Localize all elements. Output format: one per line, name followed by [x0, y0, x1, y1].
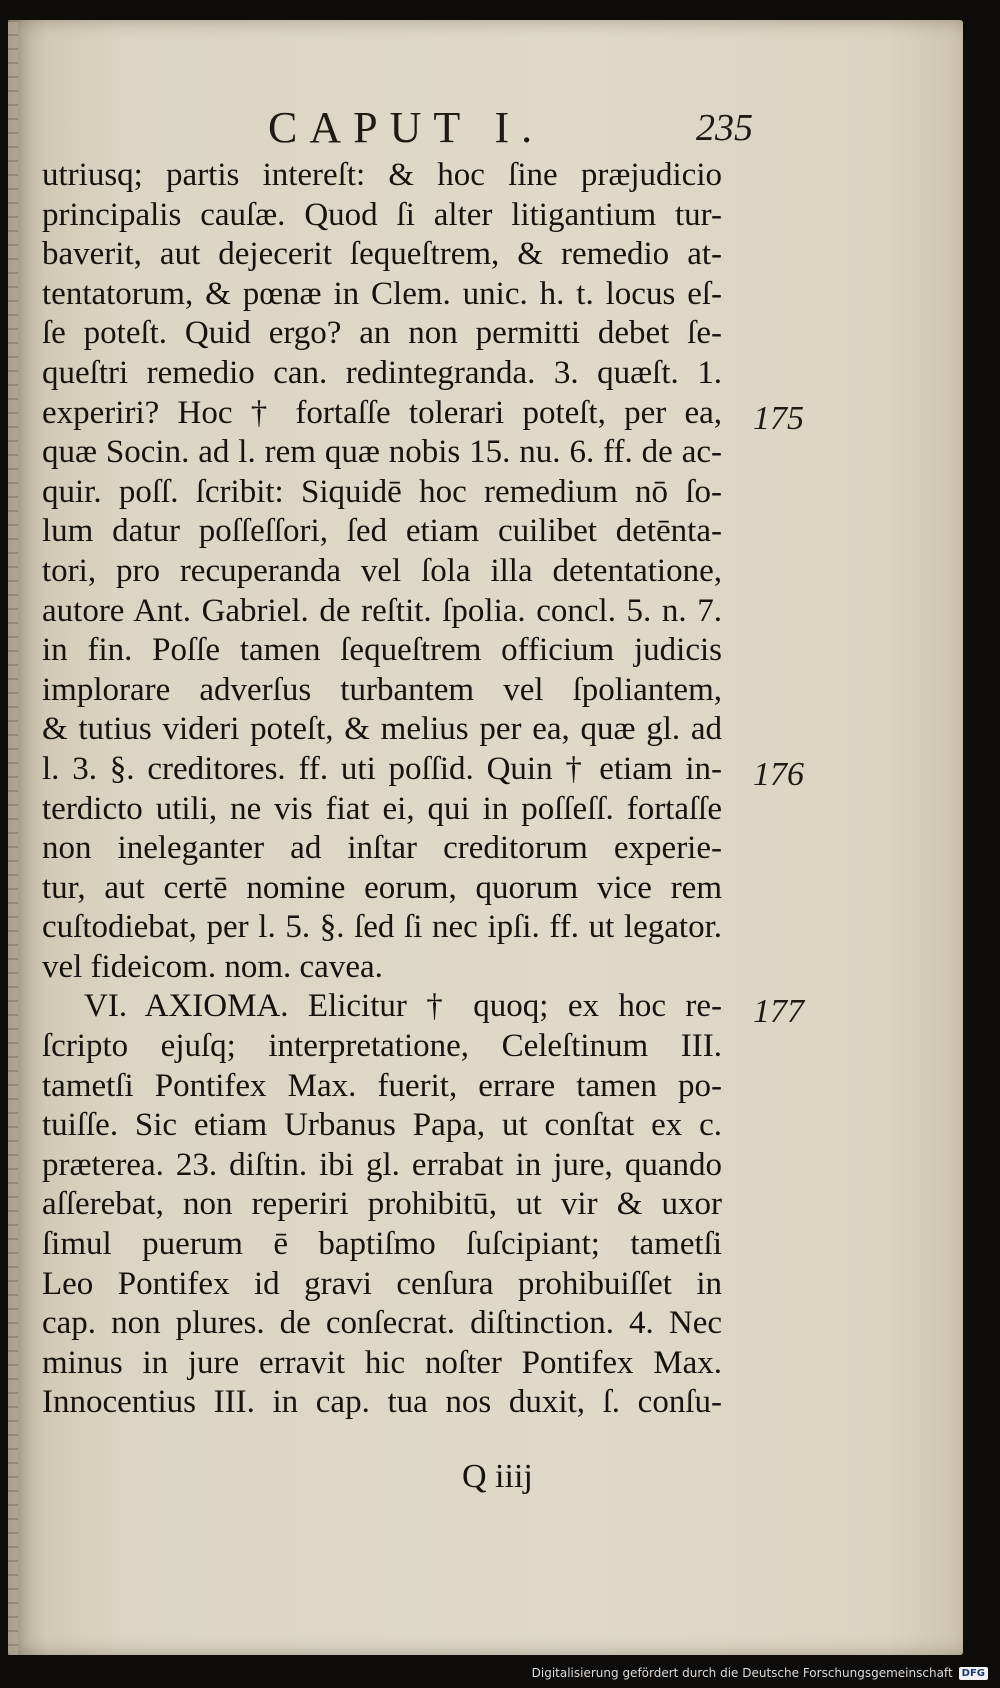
page-body-text [42, 156, 722, 1423]
text-line: tametſi Pontifex Max. fuerit, errare tamen po- [42, 1067, 722, 1104]
text-line: non ineleganter ad inſtar creditorum experie- [42, 830, 722, 867]
text-line: experiri? Hoc † fortaſſe tolerari poteſt, per ea, [42, 394, 722, 431]
text-line: terdicto utili, ne vis fiat ei, qui in poſſeſſ. fortaſſe [42, 790, 722, 827]
running-head: CAPUT I. [268, 103, 545, 152]
text-line: tori, pro recuperanda vel ſola illa detentatione, [42, 552, 722, 589]
text-line: l. 3. §. creditores. ff. uti poſſid. Quin † etiam in- [42, 750, 722, 787]
text-line: lum datur poſſeſſori, ſed etiam cuilibet detēnta- [42, 513, 722, 550]
text-line: aſſerebat, non reperiri prohibitū, ut vir & uxor [42, 1186, 722, 1223]
text-line: ſe poteſt. Quid ergo? an non permitti debet ſe- [42, 315, 722, 352]
text-line: vel fideicom. nom. cavea. [42, 948, 383, 985]
text-line: autore Ant. Gabriel. de reſtit. ſpolia. concl. 5. n. 7. [42, 592, 722, 629]
text-line: queſtri remedio can. redintegranda. 3. quæſt. 1. [42, 354, 722, 391]
text-line: utriusq; partis intereſt: & hoc ſine præjudicio [42, 157, 722, 193]
text-line: quæ Socin. ad l. rem quæ nobis 15. nu. 6. ff. de ac- [42, 434, 722, 471]
text-line: tur, aut certē nomine eorum, quorum vice rem [42, 869, 722, 906]
text-line: ſcripto ejuſq; interpretatione, Celeſtinum III. [42, 1028, 722, 1065]
signature-mark: Q iiij [462, 1458, 533, 1495]
text-line: baverit, aut dejecerit ſequeſtrem, & remedio at- [42, 236, 722, 273]
page-number: 235 [696, 107, 753, 149]
text-line: & tutius videri poteſt, & melius per ea, quæ gl. ad [42, 711, 722, 748]
text-line: implorare adverſus turbantem vel ſpoliantem, [42, 671, 722, 708]
text-line: in fin. Poſſe tamen ſequeſtrem officium judicis [42, 632, 722, 669]
text-line: præterea. 23. diſtin. ibi gl. errabat in jure, quando [42, 1146, 722, 1183]
book-page [8, 20, 963, 1655]
text-line: Innocentius III. in cap. tua nos duxit, ſ. conſu- [42, 1384, 722, 1421]
text-line: ſimul puerum ē baptiſmo ſuſcipiant; tametſi [42, 1226, 722, 1263]
text-line: tuiſſe. Sic etiam Urbanus Papa, ut conſtat ex c. [42, 1107, 722, 1144]
margin-note-175: 175 [753, 400, 804, 437]
text-line: quir. poſſ. ſcribit: Siquidē hoc remedium nō ſo- [42, 473, 722, 510]
text-line: cap. non plures. de conſecrat. diſtinction. 4. Nec [42, 1305, 722, 1342]
margin-note-177: 177 [753, 993, 804, 1030]
text-line: cuſtodiebat, per l. 5. §. ſed ſi nec ipſi. ff. ut legator. [42, 909, 722, 946]
digitization-attribution [532, 1662, 988, 1684]
attribution-text: Digitalisierung gefördert durch die Deutsche Forschungsgemeinschaft [531, 1666, 953, 1680]
text-line: VI. AXIOMA. Elicitur † quoq; ex hoc re- [84, 988, 722, 1025]
text-line: tentatorum, & pœnæ in Clem. unic. h. t. locus eſ- [42, 275, 722, 312]
text-line: minus in jure erravit hic noſter Pontifex Max. [42, 1344, 722, 1381]
dfg-logo: DFG [959, 1667, 988, 1680]
text-line: principalis cauſæ. Quod ſi alter litigantium tur- [42, 196, 722, 233]
text-line: Leo Pontifex id gravi cenſura prohibuiſſet in [42, 1265, 722, 1302]
margin-note-176: 176 [753, 756, 804, 793]
